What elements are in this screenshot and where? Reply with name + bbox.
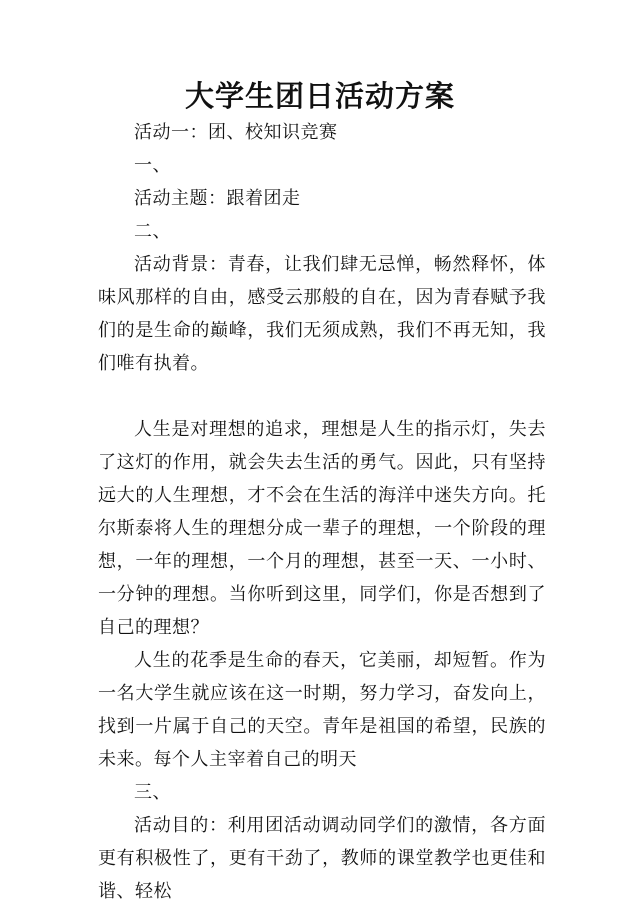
document-body <box>98 116 546 908</box>
activity-background-paragraph: 活动背景：青春，让我们肆无忌惮，畅然释怀，体味风那样的自由，感受云那般的自在，因为青春赋予我们的是生命的巅峰，我们无须成熟，我们不再无知，我们唯有执着。 <box>98 254 546 374</box>
activity-theme: 活动主题：跟着团走 <box>134 188 301 209</box>
section-number-2: 二、 <box>134 221 171 242</box>
document-title: 大学生团日活动方案 <box>184 79 455 113</box>
activity-one-heading: 活动一：团、校知识竞赛 <box>134 122 338 143</box>
ideal-paragraph: 人生是对理想的追求，理想是人生的指示灯，失去了这灯的作用，就会失去生活的勇气。因此，只有坚持远大的人生理想，才不会在生活的海洋中迷失方向。托尔斯泰将人生的理想分成一辈子的理想，一个阶段的理想，一年的理想，一个月的理想，甚至一天、一小时、一分钟的理想。当你听到这里，同学们，你是否想到了自己的理想？ <box>98 419 546 638</box>
activity-purpose-paragraph: 活动目的：利用团活动调动同学们的激情，各方面更有积极性了，更有干劲了，教师的课堂教学也更佳和谐、轻松 <box>98 815 546 902</box>
section-number-3: 三、 <box>134 782 171 803</box>
section-number-1: 一、 <box>134 155 171 176</box>
paragraph-spacer <box>98 380 546 413</box>
youth-paragraph: 人生的花季是生命的春天，它美丽，却短暂。作为一名大学生就应该在这一时期，努力学习，奋发向上，找到一片属于自己的天空。青年是祖国的希望，民族的未来。每个人主宰着自己的明天 <box>98 650 546 770</box>
